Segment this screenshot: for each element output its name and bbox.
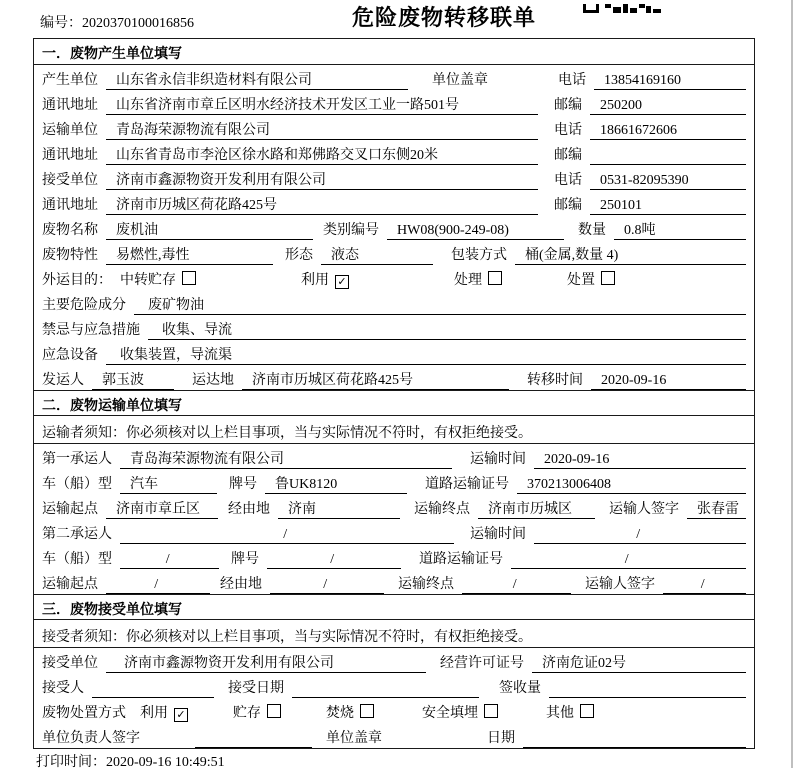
receiver-label: 接受单位	[42, 173, 98, 188]
dest-label: 运达地	[192, 373, 234, 388]
leader-sign-label: 单位负责人签字	[42, 731, 140, 746]
plate2-value: /	[267, 552, 401, 569]
zip2-label: 邮编	[554, 148, 582, 163]
accept-date-value	[292, 681, 479, 698]
end1-value: 济南市历城区	[478, 498, 595, 519]
accept-date2-label: 日期	[487, 731, 515, 746]
accept-person-value	[92, 681, 214, 698]
sign2-value: /	[663, 577, 746, 594]
zip3-value: 250101	[590, 198, 746, 215]
purpose-treat-checkbox	[488, 271, 502, 285]
row-accept-person	[34, 673, 754, 698]
addr1-value: 山东省济南市章丘区明水经济技术开发区工业一路501号	[106, 94, 538, 115]
time1-value: 2020-09-16	[534, 452, 746, 469]
transfer-time-label: 转移时间	[527, 373, 583, 388]
row-vehicle2	[34, 544, 754, 569]
end2-label: 运输终点	[398, 577, 454, 592]
row-disposal-method	[34, 698, 754, 723]
addr1-label: 通讯地址	[42, 98, 98, 113]
disposal-option-store-label: 贮存	[233, 706, 261, 721]
time2-label: 运输时间	[470, 527, 526, 542]
carrier2-value: /	[120, 527, 454, 544]
via1-value: 济南	[278, 498, 400, 519]
document-header	[0, 0, 796, 38]
character-value: 易燃性,毒性	[106, 244, 273, 265]
serial-value: 2020370100016856	[82, 16, 194, 31]
sign1-value: 张春雷	[687, 498, 746, 519]
section3-title: 三．废物接受单位填写	[34, 594, 754, 620]
vehicle1-label: 车（船）型	[42, 477, 112, 492]
taboo-value: 收集、导流	[148, 319, 746, 340]
row-route2	[34, 569, 754, 594]
phone2-label: 电话	[554, 123, 582, 138]
origin1-label: 运输起点	[42, 502, 98, 517]
row-hazard-component	[34, 290, 754, 315]
end2-value: /	[462, 577, 571, 594]
transporter-value: 青岛海荣源物流有限公司	[106, 119, 538, 140]
accept-date2-value	[523, 731, 746, 748]
quantity-value: 0.8吨	[614, 219, 746, 240]
phone3-label: 电话	[554, 173, 582, 188]
row-route1	[34, 494, 754, 519]
origin2-value: /	[106, 577, 210, 594]
addr3-value: 济南市历城区荷花路425号	[106, 194, 538, 215]
phone1-label: 电话	[558, 73, 586, 88]
packing-label: 包装方式	[451, 248, 507, 263]
phone2-value: 18661672606	[590, 123, 746, 140]
addr3-label: 通讯地址	[42, 198, 98, 213]
purpose-option-use-label: 利用	[301, 273, 329, 288]
addr2-value: 山东省青岛市李沧区徐水路和郑佛路交叉口东侧20米	[106, 144, 538, 165]
zip3-label: 邮编	[554, 198, 582, 213]
row-vehicle1	[34, 469, 754, 494]
disposal-label: 废物处置方式	[42, 706, 126, 721]
page-edge-divider	[791, 0, 793, 768]
hazard-value: 废矿物油	[134, 294, 746, 315]
signed-amount-label: 签收量	[499, 681, 541, 696]
waste-name-label: 废物名称	[42, 223, 98, 238]
producer-value: 山东省永信非织造材料有限公司	[106, 69, 408, 90]
transfer-time-value: 2020-09-16	[591, 373, 746, 390]
transporter-notice: 运输者须知：你必须核对以上栏目事项，当与实际情况不符时，有权拒绝接受。	[34, 416, 754, 444]
row-waste-character	[34, 240, 754, 265]
purpose-option-storage-label: 中转贮存	[120, 273, 176, 288]
carrier2-label: 第二承运人	[42, 527, 112, 542]
via1-label: 经由地	[228, 502, 270, 517]
equipment-value: 收集装置，导流渠	[106, 344, 746, 365]
section1-title: 一．废物产生单位填写	[34, 39, 754, 65]
purpose-option-dispose-label: 处置	[567, 273, 595, 288]
quantity-label: 数量	[578, 223, 606, 238]
purpose-use-checkbox: ✓	[335, 275, 349, 289]
row-accepting-unit	[34, 648, 754, 673]
license2-label: 道路运输证号	[419, 552, 503, 567]
row-shipper	[34, 365, 754, 390]
equipment-label: 应急设备	[42, 348, 98, 363]
phone1-value: 13854169160	[594, 73, 746, 90]
producer-label: 产生单位	[42, 73, 98, 88]
purpose-label: 外运目的：	[42, 273, 112, 288]
serial-label: 编号：	[40, 16, 82, 31]
sign2-label: 运输人签字	[585, 577, 655, 592]
via2-label: 经由地	[220, 577, 262, 592]
shipper-value: 郭玉波	[92, 369, 174, 390]
row-transporter	[34, 115, 754, 140]
purpose-option-treat-label: 处理	[454, 273, 482, 288]
via2-value: /	[270, 577, 384, 594]
zip1-label: 邮编	[554, 98, 582, 113]
accept-unit-label: 接受单位	[42, 656, 98, 671]
plate2-label: 牌号	[231, 552, 259, 567]
signed-amount-value	[549, 681, 746, 698]
section2-title: 二．废物运输单位填写	[34, 390, 754, 416]
disposal-landfill-checkbox	[484, 704, 498, 718]
origin2-label: 运输起点	[42, 577, 98, 592]
row-producer	[34, 65, 754, 90]
row-producer-address	[34, 90, 754, 115]
vehicle1-value: 汽车	[120, 473, 217, 494]
row-second-carrier	[34, 519, 754, 544]
accept-person-label: 接受人	[42, 681, 84, 696]
carrier1-value: 青岛海荣源物流有限公司	[120, 448, 452, 469]
transporter-label: 运输单位	[42, 123, 98, 138]
disposal-burn-checkbox	[360, 704, 374, 718]
row-transporter-address	[34, 140, 754, 165]
hazard-label: 主要危险成分	[42, 298, 126, 313]
license1-value: 370213006408	[517, 477, 746, 494]
disposal-use-checkbox: ✓	[174, 708, 188, 722]
disposal-option-use-label: 利用	[140, 706, 168, 721]
character-label: 废物特性	[42, 248, 98, 263]
accept-unit-value: 济南市鑫源物资开发利用有限公司	[106, 652, 426, 673]
form-value: 液态	[321, 244, 433, 265]
dest-value: 济南市历城区荷花路425号	[242, 369, 509, 390]
vehicle2-value: /	[120, 552, 219, 569]
disposal-option-other-label: 其他	[546, 706, 574, 721]
end1-label: 运输终点	[414, 502, 470, 517]
addr2-label: 通讯地址	[42, 148, 98, 163]
time2-value: /	[534, 527, 746, 544]
row-leader-signature	[34, 723, 754, 748]
print-time-label: 打印时间：	[36, 755, 106, 768]
page-title: 危险废物转移联单	[351, 5, 536, 30]
print-time-value: 2020-09-16 10:49:51	[106, 755, 225, 768]
disposal-option-landfill-label: 安全填埋	[422, 706, 478, 721]
row-first-carrier	[34, 444, 754, 469]
accept-date-label: 接受日期	[228, 681, 284, 696]
taboo-label: 禁忌与应急措施	[42, 323, 140, 338]
packing-value: 桶(金属,数量 4)	[515, 244, 746, 265]
license2-value: /	[511, 552, 746, 569]
permit-label: 经营许可证号	[440, 656, 524, 671]
origin1-value: 济南市章丘区	[106, 498, 218, 519]
row-transfer-purpose	[34, 265, 754, 290]
waste-name-value: 废机油	[106, 219, 313, 240]
unit-seal-label: 单位盖章	[432, 73, 488, 88]
unit-seal2-label: 单位盖章	[326, 731, 382, 746]
receiver-notice: 接受者须知：你必须核对以上栏目事项，当与实际情况不符时，有权拒绝接受。	[34, 620, 754, 648]
row-receiver	[34, 165, 754, 190]
row-taboo-measures	[34, 315, 754, 340]
category-label: 类别编号	[323, 223, 379, 238]
purpose-dispose-checkbox	[601, 271, 615, 285]
permit-value: 济南危证02号	[532, 652, 746, 673]
qr-code-fragment	[583, 0, 661, 9]
time1-label: 运输时间	[470, 452, 526, 467]
phone3-value: 0531-82095390	[590, 173, 746, 190]
plate1-value: 鲁UK8120	[265, 473, 407, 494]
row-waste-name	[34, 215, 754, 240]
disposal-option-burn-label: 焚烧	[326, 706, 354, 721]
category-value: HW08(900-249-08)	[387, 223, 564, 240]
carrier1-label: 第一承运人	[42, 452, 112, 467]
zip2-value	[590, 148, 746, 165]
zip1-value: 250200	[590, 98, 746, 115]
row-emergency-equipment	[34, 340, 754, 365]
purpose-storage-checkbox	[182, 271, 196, 285]
row-receiver-address	[34, 190, 754, 215]
license1-label: 道路运输证号	[425, 477, 509, 492]
disposal-other-checkbox	[580, 704, 594, 718]
manifest-table	[33, 38, 755, 749]
disposal-store-checkbox	[267, 704, 281, 718]
receiver-value: 济南市鑫源物资开发利用有限公司	[106, 169, 538, 190]
vehicle2-label: 车（船）型	[42, 552, 112, 567]
shipper-label: 发运人	[42, 373, 84, 388]
plate1-label: 牌号	[229, 477, 257, 492]
leader-sign-value	[195, 731, 312, 748]
print-time	[36, 751, 225, 768]
sign1-label: 运输人签字	[609, 502, 679, 517]
form-label: 形态	[285, 248, 313, 263]
